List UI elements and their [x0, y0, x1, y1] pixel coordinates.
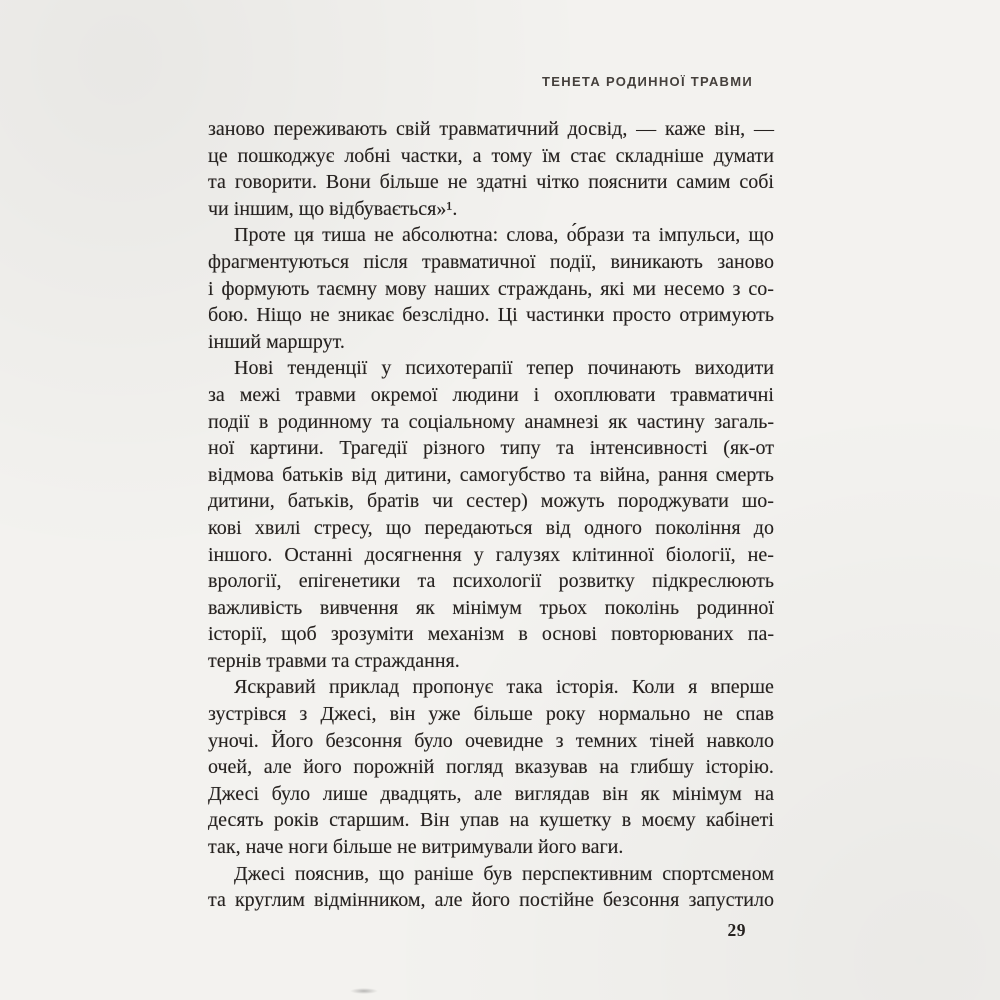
text-line: зустрівся з Джесі, він уже більше року нормально не спав — [208, 703, 774, 726]
text-line: Джесі пояснив, що раніше був перспективним спортсменом — [234, 862, 774, 885]
text-line: кові хвилі стресу, що передаються від одного покоління до — [208, 516, 774, 539]
text-line: за межі травми окремої людини і охоплювати травматичні — [208, 383, 774, 406]
text-line: і формують таємну мову наших страждань, які ми несемо з со- — [208, 277, 774, 300]
text-line: фрагментуються після травматичної події, виникають заново — [208, 250, 774, 273]
text-line: так, наче ноги більше не витримували його ваги. — [208, 836, 624, 859]
text-line: іншого. Останні досягнення у галузях клітинної біології, не- — [208, 543, 774, 566]
running-header: ТЕНЕТА РОДИННОЇ ТРАВМИ — [542, 74, 753, 89]
text-line: ної картини. Трагедії різного типу та інтенсивності (як-от — [208, 437, 774, 460]
text-line: чи іншим, що відбувається»¹. — [208, 197, 458, 220]
paragraph — [208, 674, 774, 860]
paragraph — [208, 116, 774, 222]
text-line: та круглим відмінником, але його постійне безсоння запустило — [208, 889, 774, 912]
text-line: тернів травми та страждання. — [208, 649, 460, 672]
text-line: події в родинному та соціальному анамнезі як частину загаль- — [208, 410, 774, 433]
paragraph — [208, 222, 774, 355]
paragraph — [208, 355, 774, 674]
text-line: Нові тенденції у психотерапії тепер починають виходити — [234, 357, 774, 380]
text-line: заново переживають свій травматичний досвід, — каже він, — — [208, 118, 774, 140]
text-line: бою. Ніщо не зникає безслідно. Ці частинки просто отримують — [208, 304, 774, 327]
page-number: 29 — [727, 920, 746, 940]
scan-artifact — [350, 988, 378, 994]
paragraph — [208, 861, 774, 914]
text-line: історії, щоб зрозуміти механізм в основі повторюваних па- — [208, 623, 774, 646]
text-line: Яскравий приклад пропонує така історія. Коли я вперше — [234, 676, 774, 699]
text-line: очей, але його порожній погляд вказував на глибшу історію. — [208, 756, 774, 779]
text-line: відмова батьків від дитини, самогубство та війна, рання смерть — [208, 463, 774, 486]
text-line: Проте ця тиша не абсолютна: слова, о́брази та імпульси, що — [234, 224, 774, 247]
text-line: врології, епігенетики та психології розвитку підкреслюють — [208, 570, 774, 593]
text-line: та говорити. Вони більше не здатні чітко пояснити самим собі — [208, 171, 774, 194]
text-line: десять років старшим. Він упав на кушетку в моєму кабінеті — [208, 809, 774, 832]
text-line: це пошкоджує лобні частки, а тому їм стає складніше думати — [208, 144, 774, 167]
text-line: дитини, батьків, братів чи сестер) можуть породжувати шо- — [208, 490, 774, 513]
text-line: важливість вивчення як мінімум трьох поколінь родинної — [208, 596, 774, 619]
text-block — [208, 116, 774, 914]
text-line: інший маршрут. — [208, 330, 345, 353]
text-line: уночі. Його безсоння було очевидне з темних тіней навколо — [208, 729, 774, 752]
text-line: Джесі було лише двадцять, але виглядав він як мінімум на — [208, 782, 774, 805]
